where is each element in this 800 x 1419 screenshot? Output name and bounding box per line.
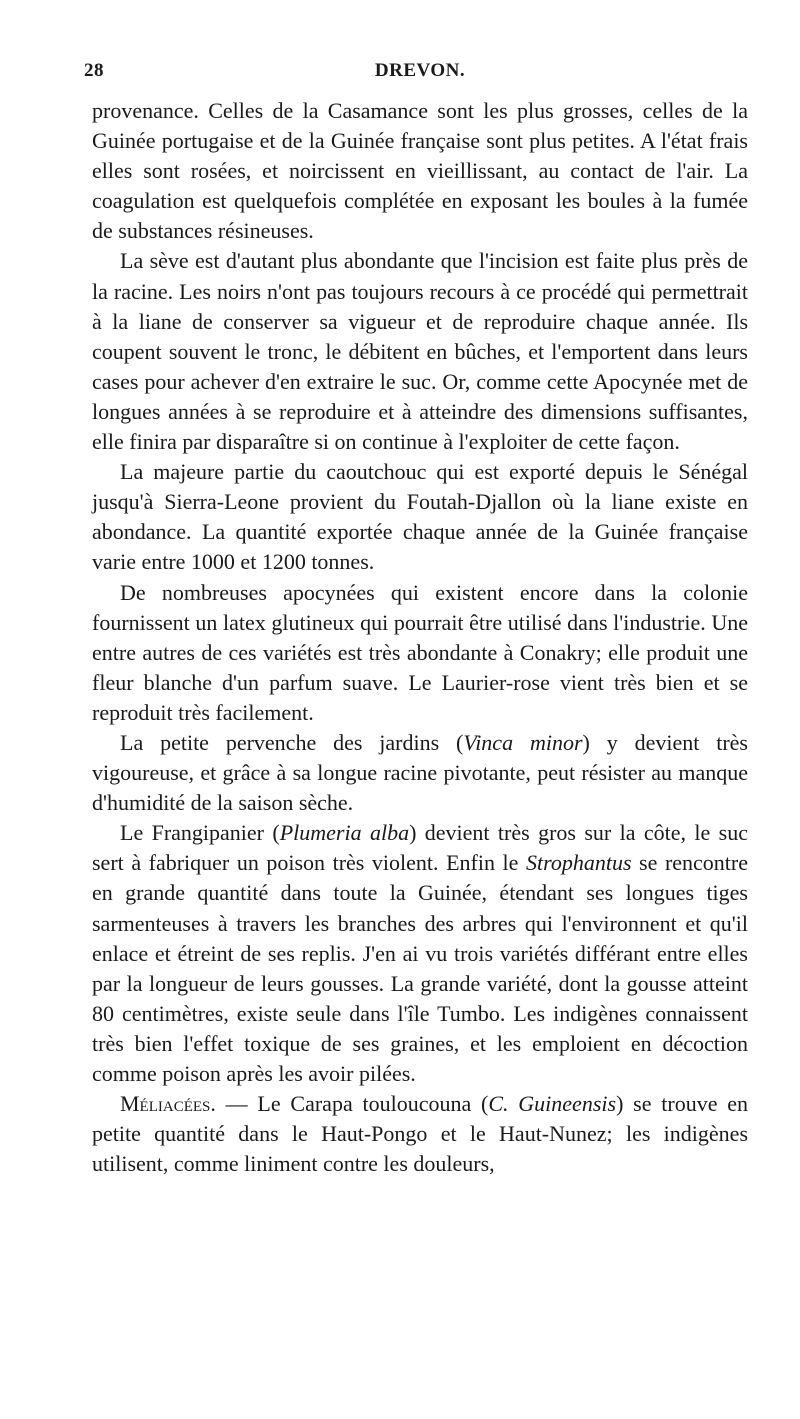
paragraph-7-part-c: ) se trouve en petite quantité dans le Haut-Pongo et le Haut-Nunez; les indigènes utilisent, comme liniment contre les douleurs,	[92, 1091, 749, 1177]
species-c-guineensis: C. Guineensis	[488, 1091, 617, 1117]
page-number: 28	[84, 60, 104, 81]
book-page	[84, 60, 749, 1179]
paragraph-5	[92, 728, 748, 818]
section-heading-meliacees: Méliacées.	[120, 1091, 216, 1117]
paragraph-6-part-a: Le Frangipanier (	[120, 820, 280, 846]
paragraph-1: provenance. Celles de la Casamance sont les plus grosses, celles de la Guinée portugaise et de la Guinée française sont plus petites. A l'état frais elles sont rosées, et noircissent en vieillissant, au contact de l'air. La coagulation est quelquefois complétée en exposant les boules à la fumée de substances résineuses.	[92, 98, 748, 244]
paragraph-4: De nombreuses apocynées qui existent encore dans la colonie fournissent un latex glutineux qui pourrait être utilisé dans l'industrie. Une entre autres de ces variétés est très abondante à Conakry; elle produit une fleur blanche d'un parfum suave. Le Laurier-rose vient très bien et se reproduit très facilement.	[92, 579, 748, 725]
paragraph-7-part-a: — Le Carapa touloucouna (	[215, 1091, 489, 1117]
genus-strophantus: Strophantus	[525, 850, 632, 876]
paragraph-6	[92, 818, 748, 1089]
paragraph-7	[92, 1089, 748, 1179]
species-vinca-minor: Vinca minor	[463, 729, 583, 755]
paragraph-6-part-e: se rencontre en grande quantité dans toute la Guinée, étendant ses longues tiges sarmenteuses à travers les branches des arbres qui l'environnent et qu'il enlace et étreint de ses replis. J'en ai vu trois variétés différant entre elles par la longueur de leurs gousses. La grande variété, dont la gousse atteint 80 centimètres, existe seule dans l'île Tumbo. Les indigènes connaissent très bien l'effet toxique de ses graines, et les emploient en décoction comme poison après les avoir pilées.	[92, 850, 748, 1086]
paragraph-2: La sève est d'autant plus abondante que l'incision est faite plus près de la racine. Les noirs n'ont pas toujours recours à ce procédé qui permettrait à la liane de conserver sa vigueur et de reproduire chaque année. Ils coupent souvent le tronc, le débitent en bûches, et l'emportent dans leurs cases pour achever d'en extraire le suc. Or, comme cette Apocynée met de longues années à se reproduire et à atteindre des dimensions suffisantes, elle finira par disparaître si on continue à l'exploiter de cette façon.	[92, 248, 748, 455]
running-head	[84, 60, 748, 90]
body-text	[92, 96, 748, 1179]
running-title: DREVON.	[374, 60, 466, 81]
paragraph-6-part-c: ) devient très gros sur la côte, le suc sert à fabriquer un poison très violent. Enfin le	[92, 820, 748, 876]
paragraph-5-part-c: ) y devient très vigoureuse, et grâce à sa longue racine pivotante, peut résister au manque d'humidité de la saison sèche.	[92, 729, 748, 816]
species-plumeria-alba: Plumeria alba	[279, 820, 410, 846]
paragraph-5-part-a: La petite pervenche des jardins (	[120, 729, 464, 755]
paragraph-3: La majeure partie du caoutchouc qui est exporté depuis le Sénégal jusqu'à Sierra-Leone provient du Foutah-Djallon où la liane existe en abondance. La quantité exportée chaque année de la Guinée française varie entre 1000 et 1200 tonnes.	[92, 459, 748, 575]
